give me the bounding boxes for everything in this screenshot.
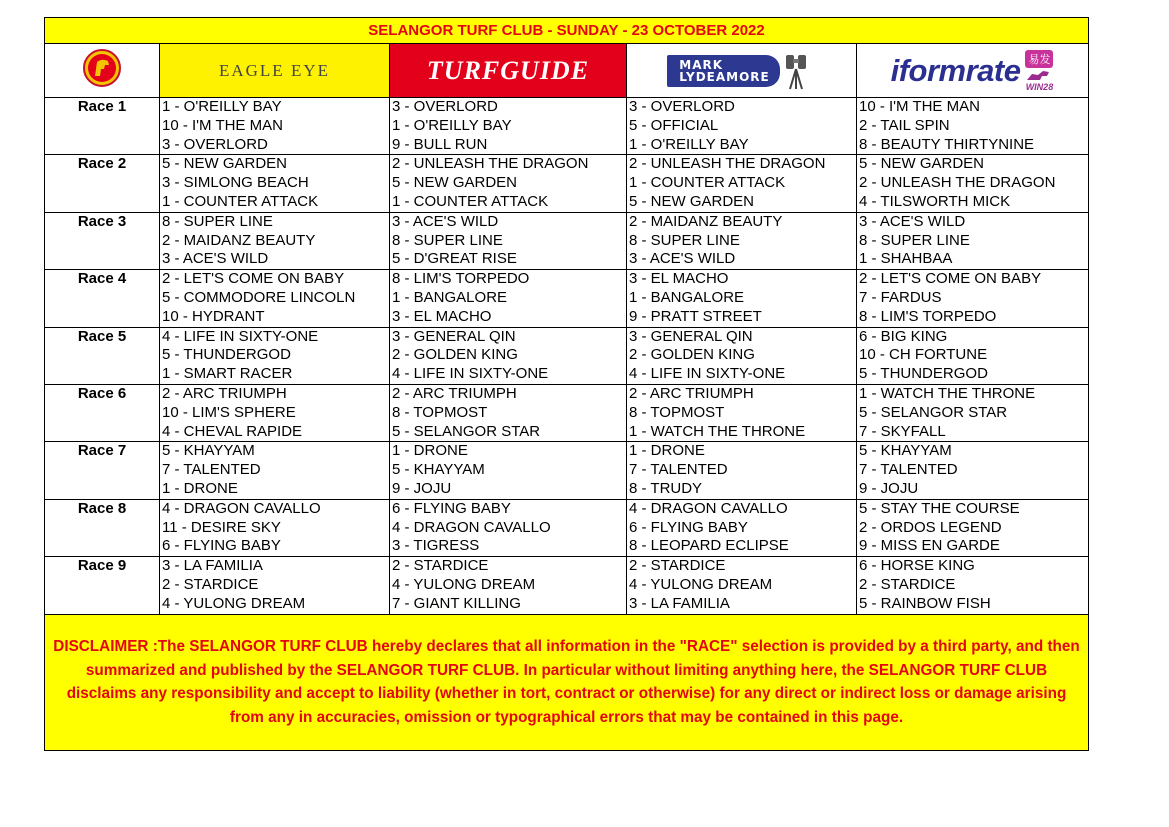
horse-pick: 3 - ACE'S WILD [392,212,499,230]
horse-pick: 2 - UNLEASH THE DRAGON [392,155,589,173]
selection-cell [857,557,1089,614]
horse-pick: 3 - GENERAL QIN [392,327,516,345]
horse-pick: 5 - NEW GARDEN [162,155,288,173]
horse-pick: 7 - GIANT KILLING [392,594,521,612]
selection-cell [627,499,857,556]
horse-pick: 1 - SHAHBAA [859,250,953,268]
horse-pick: 1 - WATCH THE THRONE [859,384,1036,402]
horse-pick: 7 - SKYFALL [859,422,946,440]
horse-pick: 5 - D'GREAT RISE [392,250,517,268]
horse-pick: 4 - DRAGON CAVALLO [162,499,321,517]
stc-logo-icon [82,48,122,88]
disclaimer-text: DISCLAIMER :The SELANGOR TURF CLUB hereby declares that all information in the "RACE" selection is provided by a third party, and then summarized and published by the SELANGOR TURF CLUB. In particular without limiting anything here, the SELANGOR TURF CLUB disclaims any responsibility and accept to liability (whether in tort, contract or otherwise) for any direct or indirect loss or damage arising from any in accuracies, omission or typographical errors that may be contained in this page. [45,614,1089,750]
selection-cell [857,270,1089,327]
horse-pick: 10 - CH FORTUNE [859,346,988,364]
horse-pick: 1 - O'REILLY BAY [629,135,749,153]
selection-cell [390,557,627,614]
race-row [45,327,1089,384]
horse-pick: 4 - CHEVAL RAPIDE [162,422,303,440]
horse-pick: 5 - SELANGOR STAR [859,403,1008,421]
horse-pick: 8 - TRUDY [629,479,703,497]
horse-pick: 3 - TIGRESS [392,537,480,555]
race-row [45,499,1089,556]
horse-pick: 2 - UNLEASH THE DRAGON [629,155,826,173]
horse-pick: 6 - BIG KING [859,327,948,345]
horse-pick: 5 - NEW GARDEN [392,174,518,192]
race-selection-sheet [44,17,1088,751]
horse-pick: 6 - FLYING BABY [629,518,748,536]
race-label: Race 7 [45,442,160,499]
mark-lydeamore-logo [667,55,780,87]
horse-pick: 10 - I'M THE MAN [162,116,283,134]
horse-pick: 4 - LIFE IN SIXTY-ONE [629,365,786,383]
horse-pick: 1 - BANGALORE [629,288,745,306]
horse-pick: 2 - TAIL SPIN [859,116,950,134]
horse-pick: 1 - O'REILLY BAY [162,98,282,115]
horse-pick: 5 - KHAYYAM [162,442,255,460]
horse-pick: 8 - TOPMOST [392,403,488,421]
win28-label: WIN28 [1025,81,1054,92]
win28-chinese-label: 易发 [1025,50,1053,68]
horse-pick: 7 - TALENTED [859,461,958,479]
horse-pick: 1 - O'REILLY BAY [392,116,512,134]
race-row [45,384,1089,441]
eagle-eye-logo-cell [160,44,390,98]
selection-cell [160,557,390,614]
race-row [45,442,1089,499]
horse-pick: 9 - JOJU [392,479,452,497]
horse-pick: 5 - KHAYYAM [859,442,952,460]
iformrate-logo: iformrate [890,52,1021,88]
race-row [45,98,1089,155]
horse-pick: 2 - LET'S COME ON BABY [162,270,345,288]
page-title: SELANGOR TURF CLUB - SUNDAY - 23 OCTOBER 2022 [45,18,1089,44]
horse-pick: 4 - DRAGON CAVALLO [629,499,788,517]
win28-badge [1024,50,1054,92]
horse-pick: 3 - OVERLORD [162,135,268,153]
binoculars-icon [780,51,816,91]
horse-pick: 10 - HYDRANT [162,307,265,325]
selection-cell [857,442,1089,499]
horse-pick: 5 - COMMODORE LINCOLN [162,288,356,306]
horse-pick: 2 - ORDOS LEGEND [859,518,1002,536]
horse-pick: 3 - OVERLORD [392,98,498,115]
horse-pick: 5 - STAY THE COURSE [859,499,1020,517]
horse-pick: 2 - ARC TRIUMPH [162,384,287,402]
race-row [45,557,1089,614]
selection-cell [390,98,627,155]
selection-cell [627,155,857,212]
horse-pick: 2 - STARDICE [629,557,726,575]
horse-pick: 3 - LA FAMILIA [162,557,263,575]
horse-pick: 4 - LIFE IN SIXTY-ONE [162,327,319,345]
stc-logo-cell [45,44,160,98]
selection-cell [160,442,390,499]
horse-pick: 1 - COUNTER ATTACK [629,174,786,192]
selection-cell [857,98,1089,155]
selection-cell [390,327,627,384]
horse-pick: 1 - WATCH THE THRONE [629,422,806,440]
horse-pick: 4 - YULONG DREAM [629,575,773,593]
selection-cell [160,270,390,327]
selection-cell [390,212,627,269]
horse-pick: 4 - DRAGON CAVALLO [392,518,551,536]
horse-pick: 1 - SMART RACER [162,365,293,383]
horse-pick: 2 - ARC TRIUMPH [629,384,754,402]
horse-pick: 2 - LET'S COME ON BABY [859,270,1042,288]
selection-cell [160,155,390,212]
selection-cell [627,384,857,441]
horse-pick: 8 - LEOPARD ECLIPSE [629,537,789,555]
selection-cell [390,384,627,441]
horse-pick: 8 - SUPER LINE [629,231,740,249]
horse-pick: 3 - EL MACHO [392,307,492,325]
selection-cell [857,212,1089,269]
horse-pick: 5 - KHAYYAM [392,461,485,479]
horse-pick: 1 - DRONE [162,479,238,497]
horse-pick: 3 - ACE'S WILD [859,212,966,230]
horse-pick: 9 - PRATT STREET [629,307,762,325]
horse-pick: 8 - TOPMOST [629,403,725,421]
horse-pick: 5 - OFFICIAL [629,116,719,134]
selection-cell [160,499,390,556]
horse-pick: 5 - THUNDERGOD [162,346,291,364]
selection-cell [857,499,1089,556]
horse-pick: 3 - GENERAL QIN [629,327,753,345]
selection-cell [627,98,857,155]
horse-pick: 3 - SIMLONG BEACH [162,174,309,192]
selection-cell [160,327,390,384]
iformrate-logo-cell [857,44,1089,98]
race-row [45,212,1089,269]
horse-pick: 6 - FLYING BABY [392,499,511,517]
horse-pick: 8 - SUPER LINE [859,231,970,249]
race-row [45,155,1089,212]
selection-cell [857,327,1089,384]
eagle-eye-logo: EAGLE EYE [218,60,330,80]
horse-pick: 2 - MAIDANZ BEAUTY [629,212,783,230]
race-rows [45,98,1089,615]
horse-pick: 5 - NEW GARDEN [629,192,755,210]
race-label: Race 4 [45,270,160,327]
race-label: Race 5 [45,327,160,384]
horse-pick: 4 - YULONG DREAM [162,594,306,612]
horse-pick: 7 - TALENTED [162,461,261,479]
source-logo-row [45,44,1089,98]
horse-pick: 7 - FARDUS [859,288,942,306]
horse-pick: 9 - MISS EN GARDE [859,537,1000,555]
mark-logo-line1: MARK [679,57,724,72]
selection-cell [627,442,857,499]
selection-cell [390,442,627,499]
horse-pick: 10 - LIM'S SPHERE [162,403,296,421]
horse-pick: 9 - JOJU [859,479,919,497]
horse-pick: 4 - YULONG DREAM [392,575,536,593]
mark-logo-line2: LYDEAMORE [679,69,770,84]
horse-pick: 8 - LIM'S TORPEDO [859,307,997,325]
turfguide-logo-cell [390,44,627,98]
race-label: Race 1 [45,98,160,155]
horse-pick: 2 - GOLDEN KING [392,346,518,364]
horse-pick: 8 - SUPER LINE [162,212,273,230]
selection-cell [627,327,857,384]
horse-pick: 5 - THUNDERGOD [859,365,988,383]
horse-pick: 1 - COUNTER ATTACK [392,192,549,210]
horse-pick: 2 - ARC TRIUMPH [392,384,517,402]
horse-pick: 4 - LIFE IN SIXTY-ONE [392,365,549,383]
horse-pick: 7 - TALENTED [629,461,728,479]
selection-cell [390,155,627,212]
race-label: Race 3 [45,212,160,269]
race-row [45,270,1089,327]
selection-cell [627,557,857,614]
race-label: Race 2 [45,155,160,212]
horse-pick: 6 - FLYING BABY [162,537,281,555]
horse-pick: 3 - ACE'S WILD [629,250,736,268]
selection-cell [160,384,390,441]
race-label: Race 9 [45,557,160,614]
horse-pick: 1 - COUNTER ATTACK [162,192,319,210]
horse-pick: 2 - STARDICE [392,557,489,575]
selection-cell [857,384,1089,441]
race-label: Race 6 [45,384,160,441]
horse-pick: 8 - BEAUTY THIRTYNINE [859,135,1035,153]
horse-pick: 9 - BULL RUN [392,135,488,153]
horse-pick: 1 - DRONE [392,442,468,460]
selection-table [44,17,1089,751]
horse-icon [1024,68,1054,82]
horse-pick: 1 - BANGALORE [392,288,508,306]
horse-pick: 3 - OVERLORD [629,98,735,115]
selection-cell [160,212,390,269]
selection-cell [160,98,390,155]
horse-pick: 11 - DESIRE SKY [162,518,281,536]
horse-pick: 5 - SELANGOR STAR [392,422,541,440]
horse-pick: 2 - UNLEASH THE DRAGON [859,174,1056,192]
turfguide-logo: TURFGUIDE [426,55,590,85]
horse-pick: 2 - STARDICE [859,575,956,593]
horse-pick: 5 - NEW GARDEN [859,155,985,173]
selection-cell [390,499,627,556]
selection-cell [627,270,857,327]
horse-pick: 2 - GOLDEN KING [629,346,755,364]
horse-pick: 3 - ACE'S WILD [162,250,269,268]
horse-pick: 5 - RAINBOW FISH [859,594,991,612]
horse-pick: 8 - LIM'S TORPEDO [392,270,530,288]
horse-pick: 6 - HORSE KING [859,557,975,575]
selection-cell [857,155,1089,212]
horse-pick: 4 - TILSWORTH MICK [859,192,1011,210]
horse-pick: 2 - MAIDANZ BEAUTY [162,231,316,249]
mark-lydeamore-logo-cell [627,44,857,98]
horse-pick: 3 - EL MACHO [629,270,729,288]
horse-pick: 1 - DRONE [629,442,705,460]
horse-pick: 10 - I'M THE MAN [859,98,980,115]
race-label: Race 8 [45,499,160,556]
selection-cell [390,270,627,327]
selection-cell [627,212,857,269]
horse-pick: 2 - STARDICE [162,575,259,593]
horse-pick: 8 - SUPER LINE [392,231,503,249]
horse-pick: 3 - LA FAMILIA [629,594,730,612]
